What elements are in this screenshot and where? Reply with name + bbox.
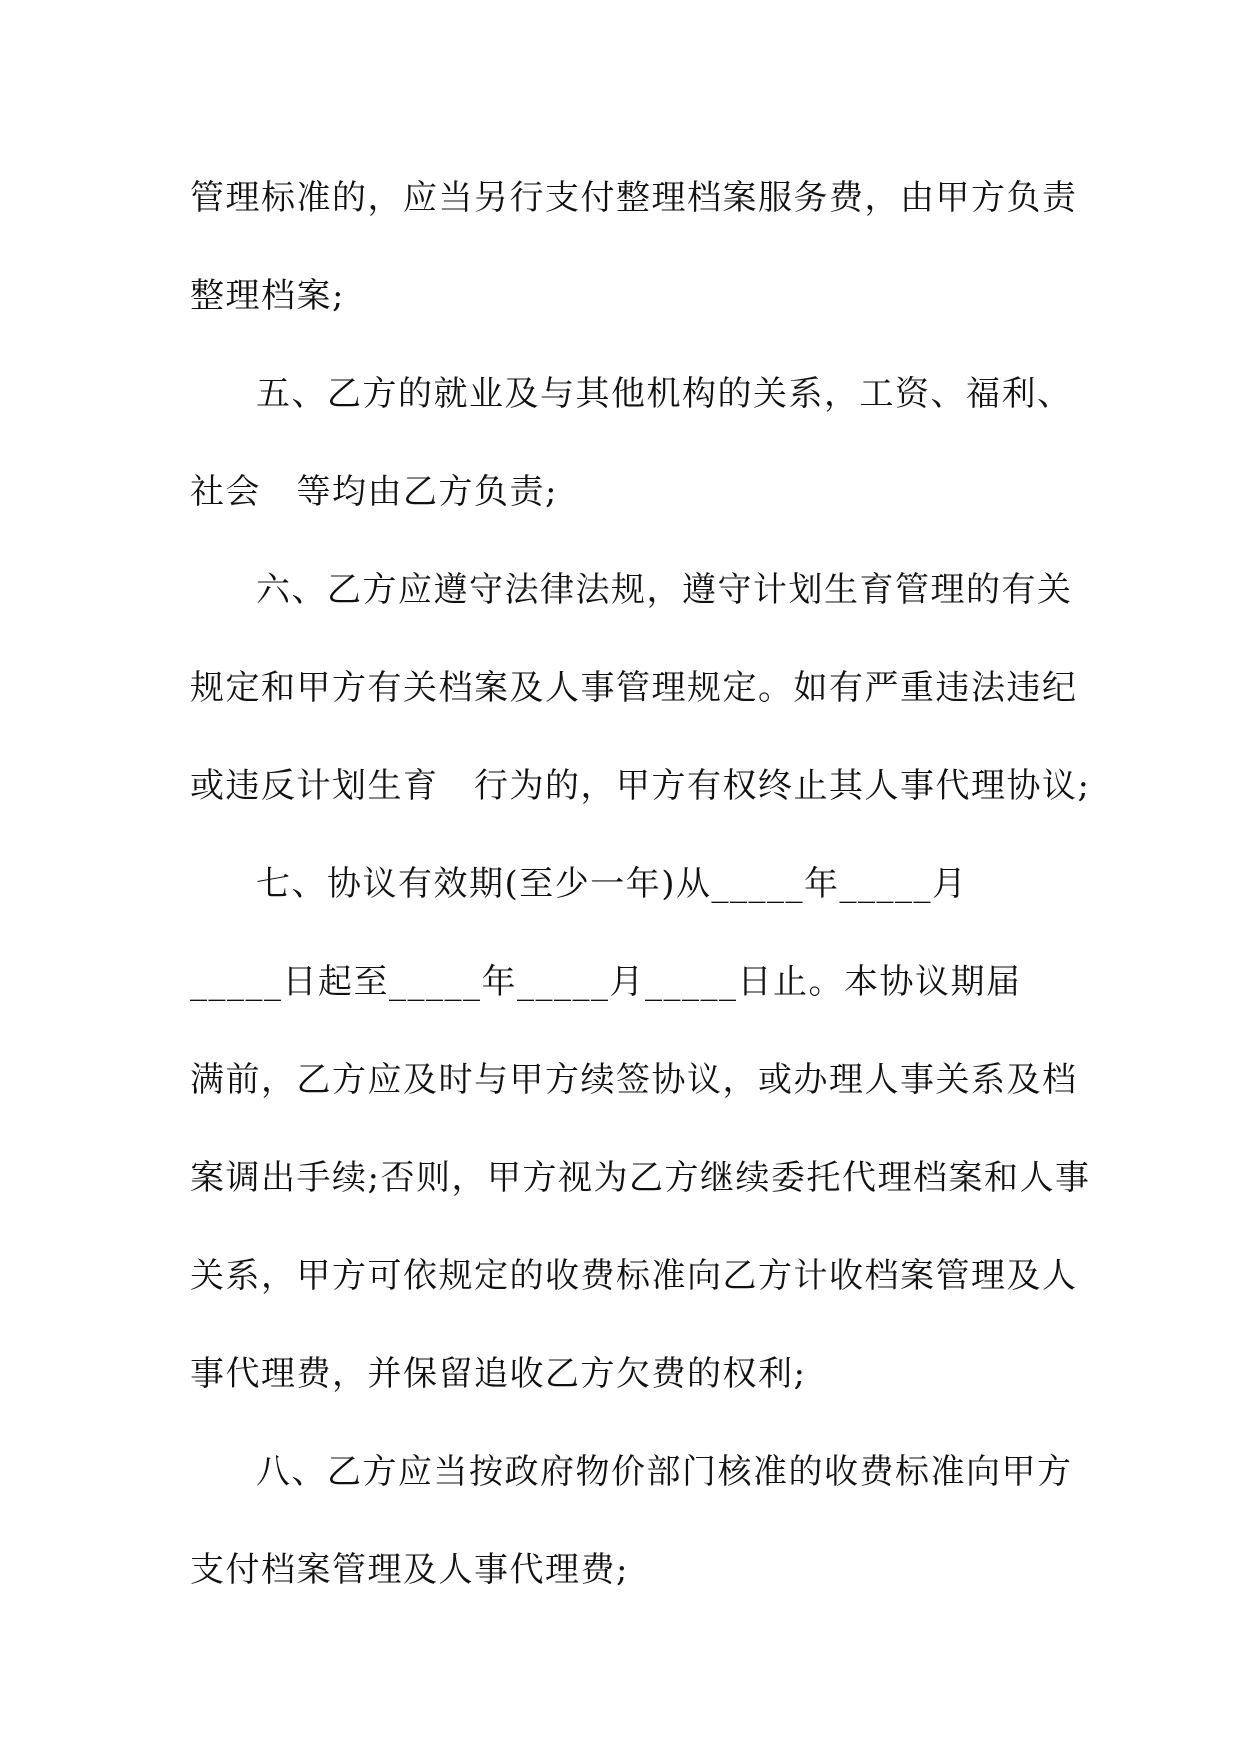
text-line: 规定和甲方有关档案及人事管理规定。如有严重违法违纪 bbox=[190, 668, 1078, 708]
text-line: 案调出手续;否则，甲方视为乙方继续委托代理档案和人事 bbox=[190, 1158, 1091, 1198]
text-line: _____日起至_____年_____月_____日止。本协议期届 bbox=[190, 962, 1022, 1002]
text-line: 关系，甲方可依规定的收费标准向乙方计收档案管理及人 bbox=[190, 1256, 1078, 1296]
text-line: 社会 等均由乙方负责; bbox=[190, 472, 558, 512]
paragraph-seven-start: 七、协议有效期(至少一年)从_____年_____月 bbox=[256, 864, 968, 904]
text-line: 满前，乙方应及时与甲方续签协议，或办理人事关系及档 bbox=[190, 1060, 1078, 1100]
paragraph-five-start: 五、乙方的就业及与其他机构的关系，工资、福利、 bbox=[256, 374, 1073, 414]
paragraph-six-start: 六、乙方应遵守法律法规，遵守计划生育管理的有关 bbox=[256, 570, 1073, 610]
paragraph-eight-start: 八、乙方应当按政府物价部门核准的收费标准向甲方 bbox=[256, 1452, 1073, 1492]
text-line: 事代理费，并保留追收乙方欠费的权利; bbox=[190, 1354, 807, 1394]
text-line: 或违反计划生育 行为的，甲方有权终止其人事代理协议; bbox=[190, 766, 1091, 806]
text-line: 整理档案; bbox=[190, 276, 345, 316]
text-line: 支付档案管理及人事代理费; bbox=[190, 1550, 629, 1590]
text-line: 管理标准的，应当另行支付整理档案服务费，由甲方负责 bbox=[190, 178, 1078, 218]
